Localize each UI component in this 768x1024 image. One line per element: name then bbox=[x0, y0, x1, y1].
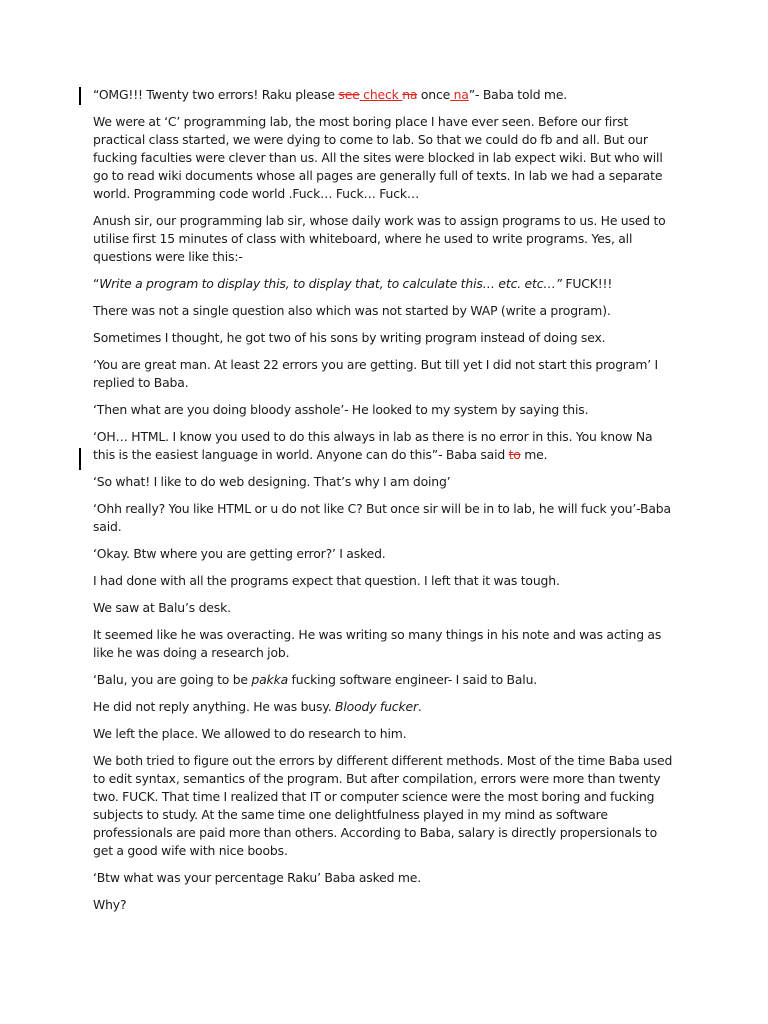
paragraph-3: Anush sir, our programming lab sir, whose daily work was to assign programs to us. He used to utilise first 15 minutes of class with whiteboard, where he used to write programs. Yes, all questions were like this:- bbox=[93, 213, 666, 264]
italic-word: pakka bbox=[251, 672, 289, 687]
paragraph-20: ‘Btw what was your percentage Raku’ Baba asked me. bbox=[93, 870, 422, 885]
paragraph-7: ‘You are great man. At least 22 errors you are getting. But till yet I did not start this program’ I replied to Baba. bbox=[93, 357, 659, 390]
text-run: me. bbox=[520, 447, 548, 462]
paragraph-21: Why? bbox=[93, 897, 127, 912]
text-run: ”- Baba told me. bbox=[468, 87, 568, 102]
text-run: FUCK!!! bbox=[561, 276, 613, 291]
paragraph-6: Sometimes I thought, he got two of his sons by writing program instead of doing sex. bbox=[93, 330, 606, 345]
text-run: once bbox=[417, 87, 451, 102]
revision-bar bbox=[79, 448, 81, 470]
inserted-text: check bbox=[359, 87, 403, 102]
text-run: fucking software engineer- I said to Balu. bbox=[288, 672, 538, 687]
paragraph-12: ‘Okay. Btw where you are getting error?’ I asked. bbox=[93, 546, 386, 561]
inserted-text: na bbox=[450, 87, 469, 102]
paragraph-11: ‘Ohh really? You like HTML or u do not like C? But once sir will be in to lab, he will fuck you’-Baba said. bbox=[93, 501, 671, 534]
revision-bar bbox=[79, 87, 81, 105]
paragraph-15: It seemed like he was overacting. He was writing so many things in his note and was acting as like he was doing a research job. bbox=[93, 627, 662, 660]
paragraph-5: There was not a single question also which was not started by WAP (write a program). bbox=[93, 303, 611, 318]
paragraph-10: ‘So what! I like to do web designing. That’s why I am doing’ bbox=[93, 474, 451, 489]
italic-quote: Write a program to display this, to display that, to calculate this… etc. etc…” bbox=[99, 276, 562, 291]
text-run: . bbox=[417, 699, 422, 714]
paragraph-8: ‘Then what are you doing bloody asshole’- He looked to my system by saying this. bbox=[93, 402, 589, 417]
paragraph-16 bbox=[93, 671, 676, 689]
paragraph-2: We were at ‘C’ programming lab, the most boring place I have ever seen. Before our first practical class started, we were dying to come to lab. So that we could do fb and all. But our fucking faculties were clever than us. All the sites were blocked in lab expect wiki. But who will go to read wiki documents whose all pages are generally full of texts. In lab we had a separate world. Programming code world .Fuck… Fuck… Fuck… bbox=[93, 114, 663, 201]
paragraph-13: I had done with all the programs expect that question. I left that it was tough. bbox=[93, 573, 560, 588]
paragraph-19: We both tried to figure out the errors by different different methods. Most of the time Baba used to edit syntax, semantics of the program. But after compilation, errors were more than twenty two. FUCK. That time I realized that IT or computer science were the most boring and fucking subjects to study. At the same time one delightfulness played in my mind as software professionals are paid more than others. According to Baba, salary is directly propersionals to get a good wife with nice boobs. bbox=[93, 753, 673, 858]
text-run: He did not reply anything. He was busy. bbox=[93, 699, 335, 714]
text-run: “ bbox=[93, 276, 100, 291]
deleted-text: to bbox=[508, 447, 521, 462]
paragraph-17 bbox=[93, 698, 676, 716]
paragraph-1 bbox=[93, 86, 676, 104]
italic-phrase: Bloody fucker bbox=[335, 699, 418, 714]
text-run: “OMG!!! Twenty two errors! Raku please bbox=[93, 87, 339, 102]
deleted-text: na bbox=[402, 87, 418, 102]
text-run: ‘Balu, you are going to be bbox=[93, 672, 252, 687]
paragraph-18: We left the place. We allowed to do research to him. bbox=[93, 726, 407, 741]
paragraph-9 bbox=[93, 428, 676, 464]
text-run: ‘OH… HTML. I know you used to do this always in lab as there is no error in this. You know Na this is the easiest language in world. Anyone can do this”- Baba said bbox=[93, 429, 653, 462]
paragraph-4 bbox=[93, 275, 676, 293]
paragraph-14: We saw at Balu’s desk. bbox=[93, 600, 231, 615]
deleted-text: see bbox=[338, 87, 360, 102]
